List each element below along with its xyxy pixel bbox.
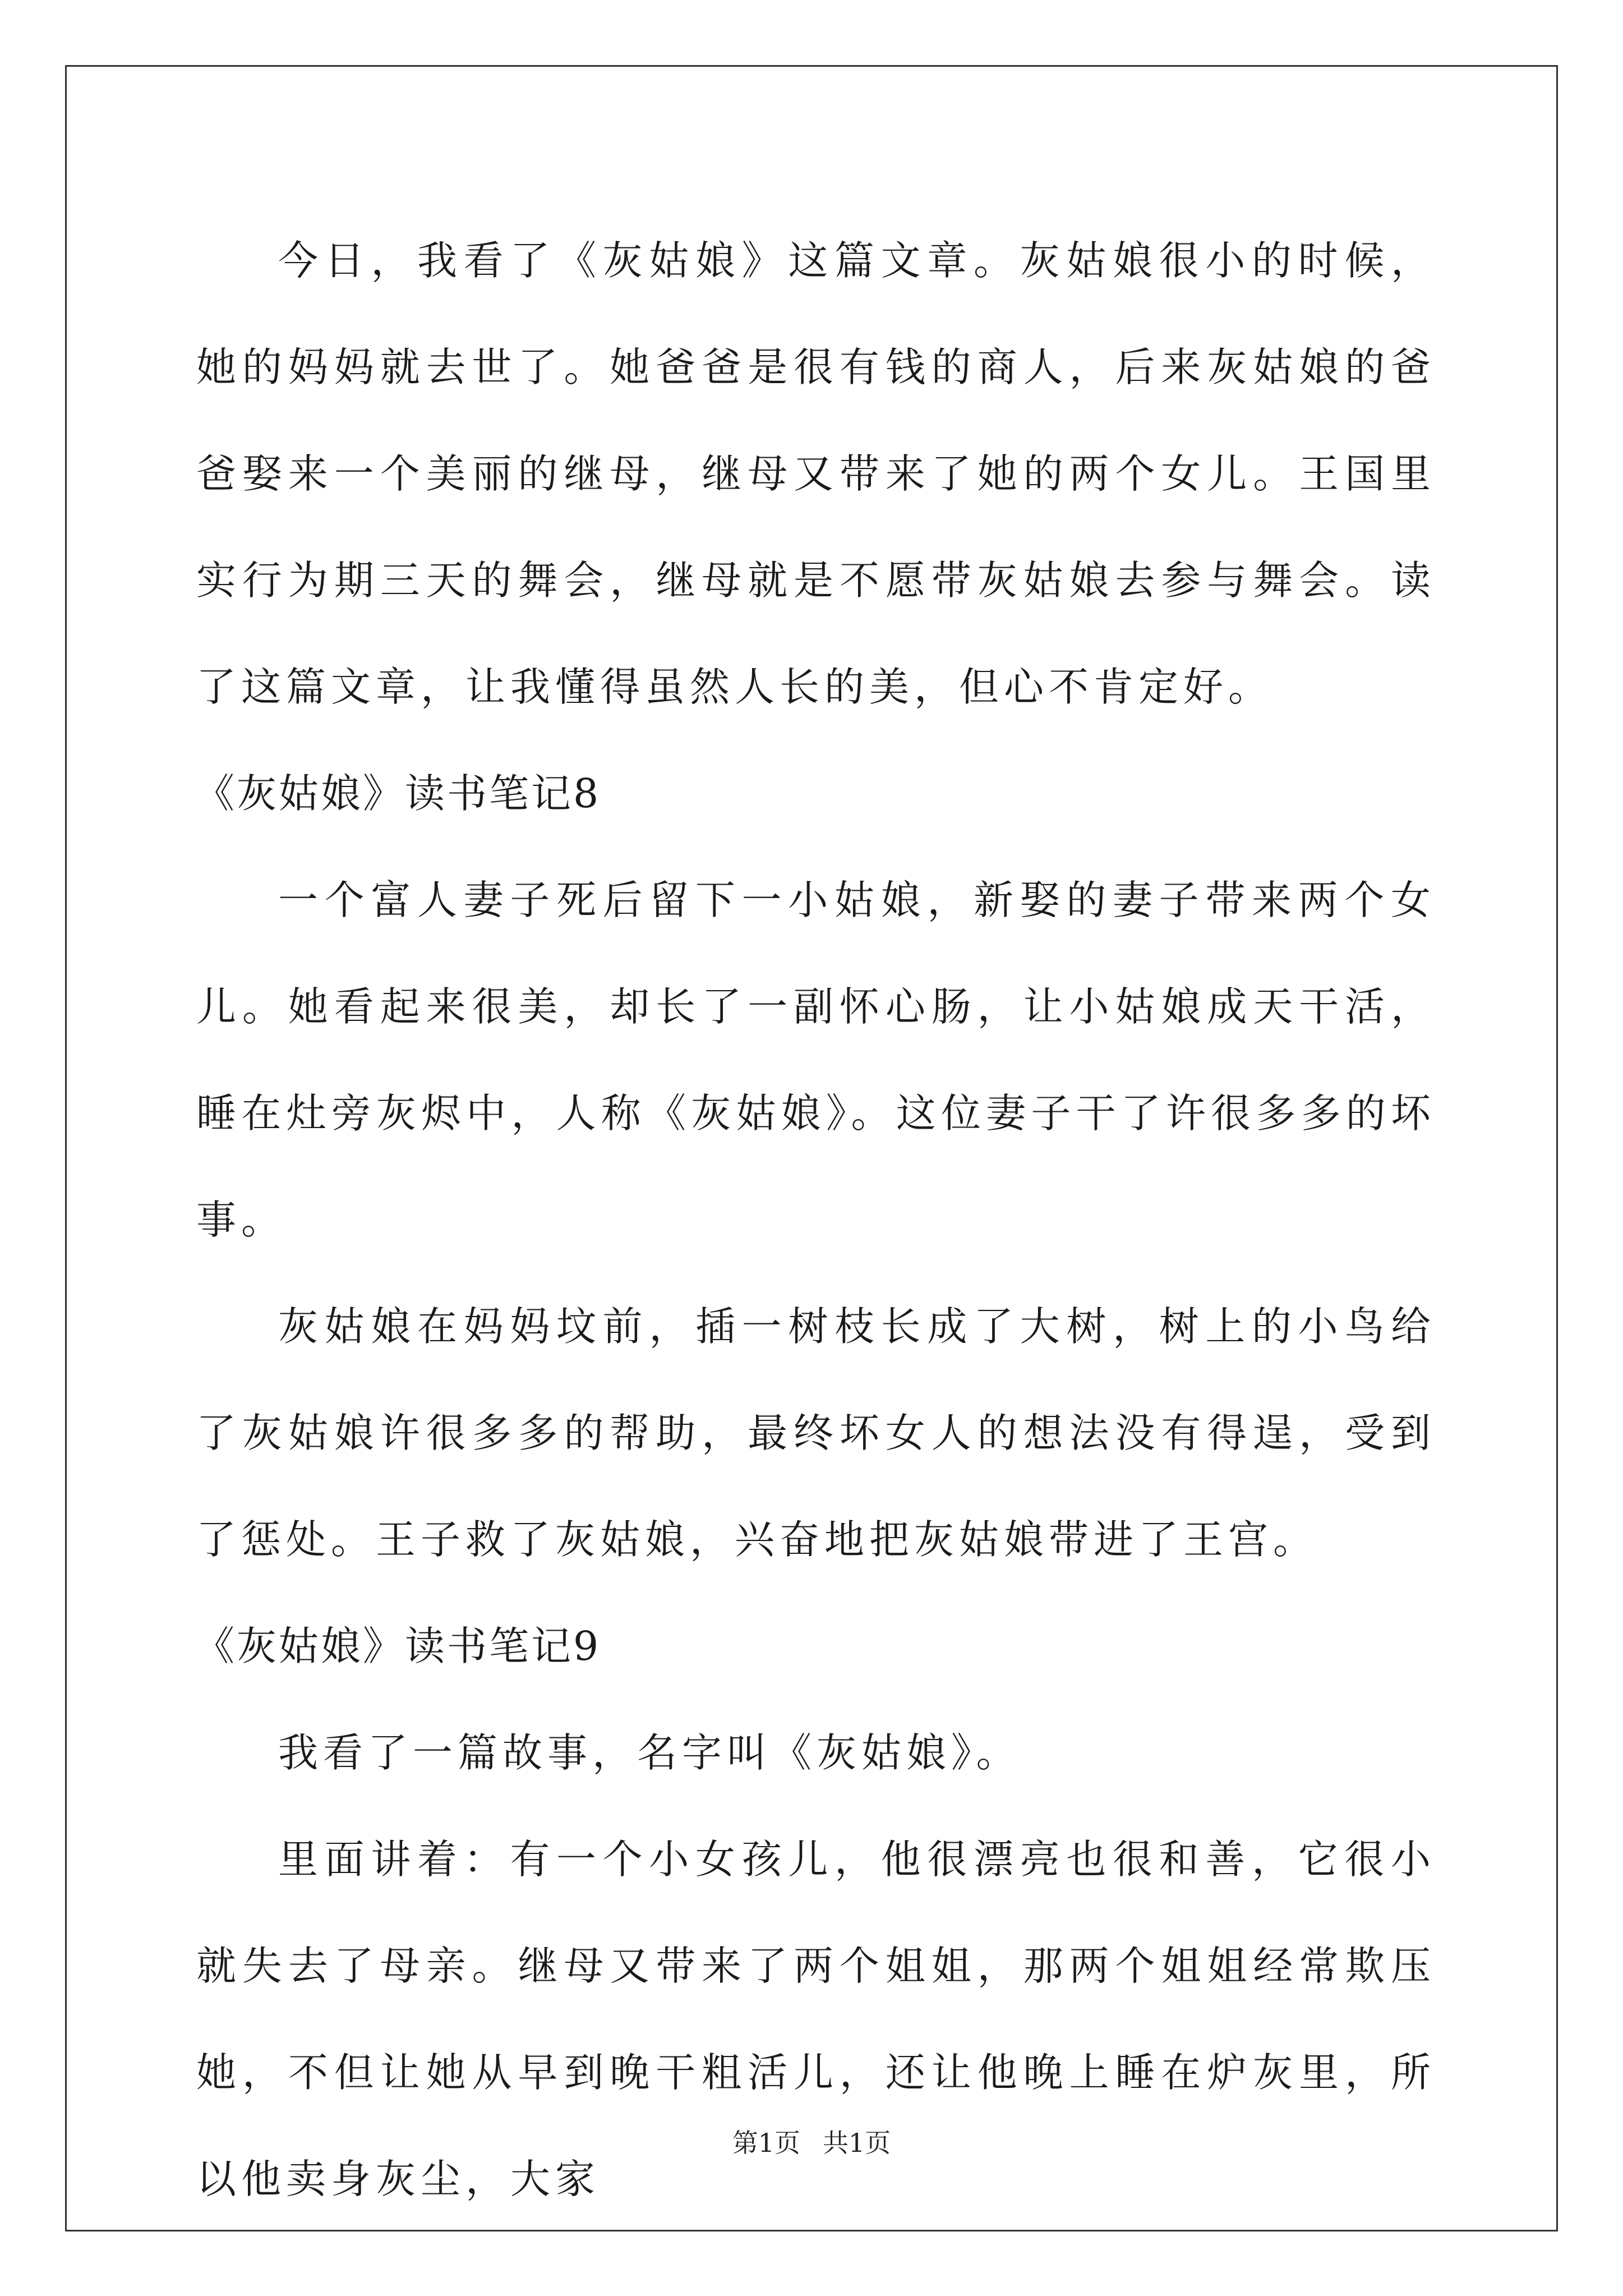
section-heading: 《灰姑娘》读书笔记9 [195, 1623, 601, 1669]
section-heading: 《灰姑娘》读书笔记8 [195, 770, 601, 817]
page-footer [0, 2123, 1623, 2160]
paragraph: 里面讲着：有一个小女孩儿，他很漂亮也很和善，它很小就失去了母亲。继母又带来了两个姐姐，那两个姐姐经常欺压她，不但让她从早到晚干粗活儿，还让他晚上睡在炉灰里，所以他卖身灰尘，大家 [196, 1836, 1436, 2202]
paragraph: 我看了一篇故事，名字叫《灰姑娘》。 [278, 1729, 1021, 1776]
paragraph: 一个富人妻子死后留下一小姑娘，新娶的妻子带来两个女儿。她看起来很美，却长了一副怀心肠，让小姑娘成天干活，睡在灶旁灰烬中，人称《灰姑娘》。这位妻子干了许很多多的坏事。 [196, 877, 1436, 1243]
document-body [196, 208, 1436, 2233]
paragraph: 今日，我看了《灰姑娘》这篇文章。灰姑娘很小的时候，她的妈妈就去世了。她爸爸是很有钱的商人，后来灰姑娘的爸爸娶来一个美丽的继母，继母又带来了她的两个女儿。王国里实行为期三天的舞会，继母就是不愿带灰姑娘去参与舞会。读了这篇文章，让我懂得虽然人长的美，但心不肯定好。 [196, 237, 1436, 710]
paragraph: 灰姑娘在妈妈坟前，插一树枝长成了大树，树上的小鸟给了灰姑娘许很多多的帮助，最终坏女人的想法没有得逞，受到了惩处。王子救了灰姑娘，兴奋地把灰姑娘带进了王宫。 [196, 1303, 1436, 1563]
total-pages: 共1页 [823, 2128, 891, 2158]
page-number: 第1页 [732, 2128, 800, 2158]
